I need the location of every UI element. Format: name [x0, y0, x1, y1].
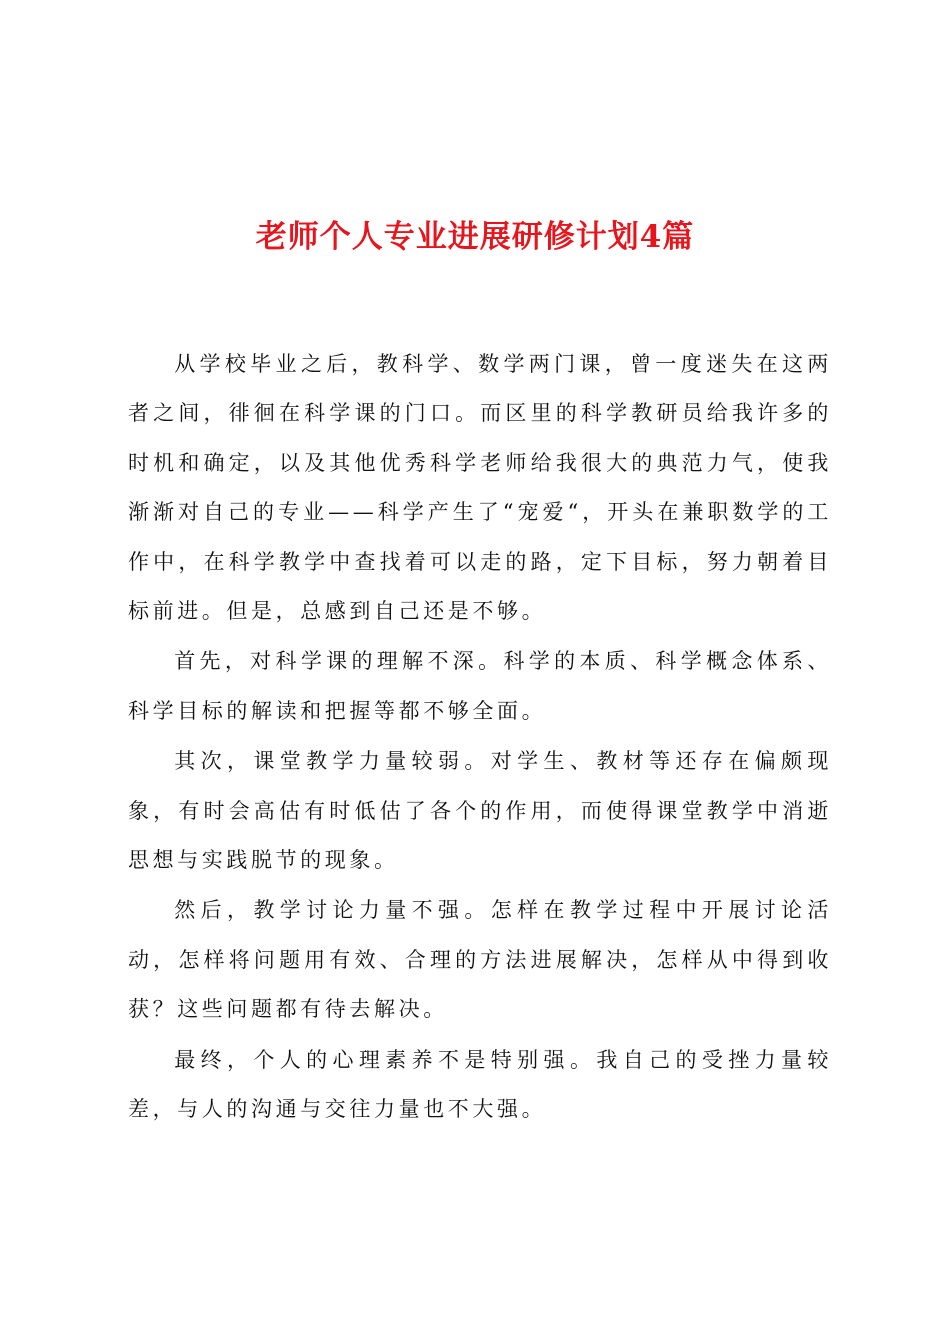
paragraph-3: 其次，课堂教学力量较弱。对学生、教材等还存在偏颇现象，有时会高估有时低估了各个的作用，而使得课堂教学中消逝思想与实践脱节的现象。	[128, 749, 832, 873]
paragraph-4: 然后，教学讨论力量不强。怎样在教学过程中开展讨论活动，怎样将问题用有效、合理的方法进展解决，怎样从中得到收获？这些问题都有待去解决。	[128, 898, 832, 1022]
paragraph-1: 从学校毕业之后，教科学、数学两门课，曾一度迷失在这两者之间，徘徊在科学课的门口。而区里的科学教研员给我许多的时机和确定，以及其他优秀科学老师给我很大的典范力气，使我渐渐对自己的专业——科学产生了“宠爱“，开头在兼职数学的工作中，在科学教学中查找着可以走的路，定下目标，努力朝着目标前进。但是，总感到自己还是不够。	[128, 352, 832, 624]
paragraph-2: 首先，对科学课的理解不深。科学的本质、科学概念体系、科学目标的解读和把握等都不够全面。	[128, 649, 832, 723]
document-body	[128, 340, 832, 1136]
paragraph-5: 最终，个人的心理素养不是特别强。我自己的受挫力量较差，与人的沟通与交往力量也不大强。	[128, 1047, 832, 1122]
document-title: 老师个人专业进展研修计划4篇	[255, 219, 695, 255]
